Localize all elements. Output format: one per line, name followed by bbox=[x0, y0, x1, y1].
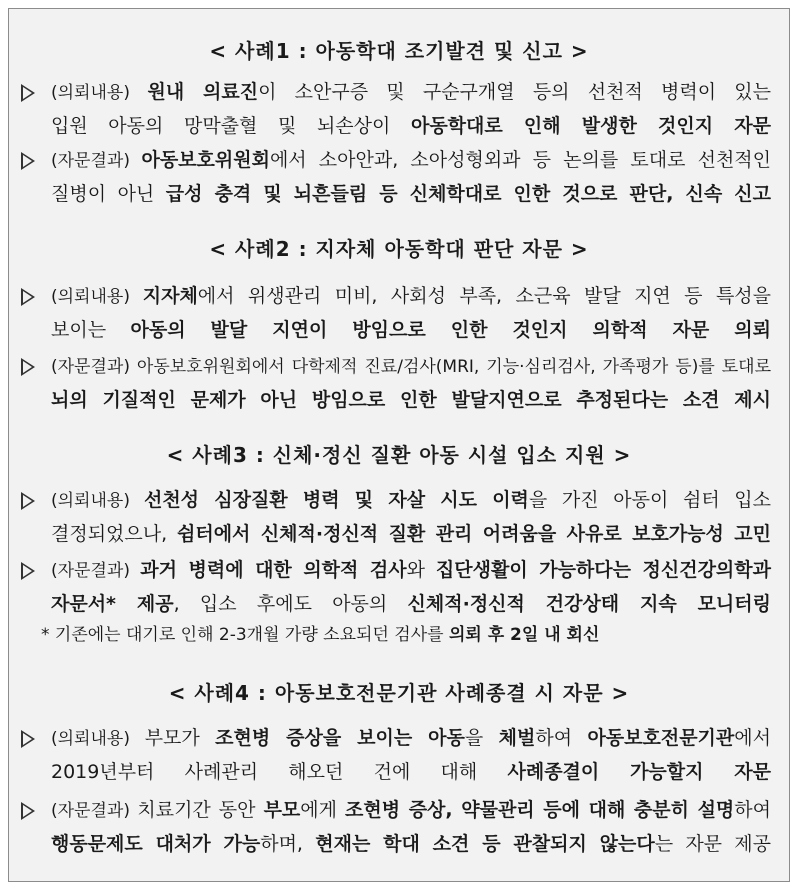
text-segment: (자문결과) bbox=[51, 561, 141, 581]
text-segment: 원내 의료진 bbox=[147, 81, 259, 103]
text-line bbox=[51, 725, 771, 752]
text-segment: 부모 bbox=[263, 799, 301, 821]
text-segment: 에서 bbox=[734, 727, 771, 749]
text-segment: 아동학대로 인해 발생한 것인지 자문 bbox=[410, 115, 771, 137]
text-segment: 이 소안구증 및 구순구개열 등의 선천적 병력이 있는 bbox=[258, 81, 771, 103]
text-segment: 의뢰 후 2일 내 회신 bbox=[448, 625, 600, 645]
text-segment: 조현병 증상, 약물관리 등에 대해 충분히 설명 bbox=[345, 799, 735, 821]
text-segment: 와 bbox=[406, 559, 436, 581]
case-1-title: < 사례1 : 아동학대 조기발견 및 신고 > bbox=[209, 39, 589, 63]
text-line bbox=[51, 387, 771, 413]
text-segment: 아동의 발달 지연이 방임으로 인한 것인지 의학적 자문 의뢰 bbox=[130, 319, 771, 341]
triangle-bullet-icon bbox=[21, 152, 35, 170]
triangle-bullet-icon bbox=[21, 492, 35, 510]
text-segment: 에게 bbox=[300, 799, 346, 821]
text-segment: 에서 소아안과, 소아성형외과 등 논의를 토대로 선천적인 bbox=[269, 149, 772, 171]
case-examples-box bbox=[8, 8, 790, 882]
text-line bbox=[51, 591, 771, 617]
triangle-bullet-icon bbox=[21, 730, 35, 748]
text-segment: 부모가 bbox=[144, 727, 216, 749]
text-segment: 체벌 bbox=[498, 727, 536, 749]
text-segment: 는 자문 제공 bbox=[654, 833, 772, 855]
text-segment: 보이는 bbox=[51, 319, 131, 341]
text-segment: (자문결과) bbox=[51, 151, 142, 171]
text-segment: (의뢰내용) bbox=[51, 491, 144, 511]
text-segment: 사례종결이 가능할지 자문 bbox=[507, 761, 771, 783]
text-line bbox=[51, 353, 771, 380]
text-line bbox=[51, 79, 771, 106]
text-line bbox=[51, 759, 771, 785]
text-segment: 쉼터에서 신체적·정신적 질환 관리 어려움을 사유로 보호가능성 고민 bbox=[177, 523, 771, 545]
text-segment: 지자체 bbox=[142, 285, 198, 307]
text-line bbox=[51, 283, 771, 310]
text-segment: 아동보호위원회 bbox=[141, 149, 270, 171]
text-segment: (자문결과) 아동보호위원회에서 다학제적 진료/검사(MRI, 기능·심리검사, 가족평가 등)를 토대로 bbox=[51, 357, 771, 377]
triangle-bullet-icon bbox=[21, 84, 35, 102]
text-segment: (자문결과) bbox=[51, 801, 138, 821]
text-segment: 현재는 학대 소견 등 관찰되지 않는다 bbox=[315, 833, 655, 855]
text-segment: 급성 충격 및 뇌흔들림 등 신체학대로 인한 것으로 판단, 신속 신고 bbox=[165, 183, 771, 205]
case-4-title: < 사례4 : 아동보호전문기관 사례종결 시 자문 > bbox=[168, 681, 630, 705]
text-segment: 집단생활이 가능하다는 정신건강의학과 bbox=[435, 559, 771, 581]
text-segment: * 기존에는 대기로 인해 2-3개월 가량 소요되던 검사를 bbox=[41, 625, 449, 645]
text-segment: 입원 아동의 망막출혈 및 뇌손상이 bbox=[51, 115, 411, 137]
text-line bbox=[51, 487, 771, 514]
text-line bbox=[51, 521, 771, 547]
text-line bbox=[51, 317, 771, 343]
text-segment: 하며, bbox=[260, 833, 316, 855]
triangle-bullet-icon bbox=[21, 358, 35, 376]
case-2-title: < 사례2 : 지자체 아동학대 판단 자문 > bbox=[209, 237, 589, 261]
text-segment: (의뢰내용) bbox=[51, 729, 145, 749]
text-line bbox=[51, 147, 771, 174]
text-segment: 하여 bbox=[535, 727, 588, 749]
text-line bbox=[51, 113, 771, 139]
text-segment: 질병이 아닌 bbox=[51, 183, 166, 205]
text-segment: , 입소 후에도 아동의 bbox=[173, 593, 408, 615]
text-segment: 과거 병력에 대한 의학적 검사 bbox=[140, 559, 407, 581]
text-segment: 결정되었으나, bbox=[51, 523, 177, 545]
text-line bbox=[51, 831, 771, 857]
case-3-footnote bbox=[41, 623, 599, 647]
text-segment: 행동문제도 대처가 가능 bbox=[51, 833, 261, 855]
text-line bbox=[51, 557, 771, 584]
triangle-bullet-icon bbox=[21, 562, 35, 580]
text-segment: 선천성 심장질환 병력 및 자살 시도 이력 bbox=[143, 489, 529, 511]
text-segment: 신체적·정신적 건강상태 지속 모니터링 bbox=[407, 593, 771, 615]
text-segment: (의뢰내용) bbox=[51, 287, 143, 307]
text-segment: 을 bbox=[464, 727, 499, 749]
text-segment: 뇌의 기질적인 문제가 아닌 방임으로 인한 발달지연으로 추정된다는 소견 제시 bbox=[51, 389, 771, 411]
case-3-title: < 사례3 : 신체·정신 질환 아동 시설 입소 지원 > bbox=[166, 443, 632, 467]
text-segment: 에서 위생관리 미비, 사회성 부족, 소근육 발달 지연 등 특성을 bbox=[197, 285, 772, 307]
text-segment: 2019년부터 사례관리 해오던 건에 대해 bbox=[51, 761, 508, 783]
text-line bbox=[51, 181, 771, 207]
text-segment: 아동보호전문기관 bbox=[587, 727, 735, 749]
triangle-bullet-icon bbox=[21, 288, 35, 306]
text-segment: 치료기간 동안 bbox=[137, 799, 264, 821]
text-segment: 을 가진 아동이 쉼터 입소 bbox=[528, 489, 772, 511]
text-segment: (의뢰내용) bbox=[51, 83, 148, 103]
text-segment: 조현병 증상을 보이는 아동 bbox=[215, 727, 465, 749]
text-line bbox=[51, 797, 771, 824]
text-segment: 하여 bbox=[734, 799, 772, 821]
triangle-bullet-icon bbox=[21, 802, 35, 820]
text-segment: 자문서* 제공 bbox=[51, 593, 174, 615]
